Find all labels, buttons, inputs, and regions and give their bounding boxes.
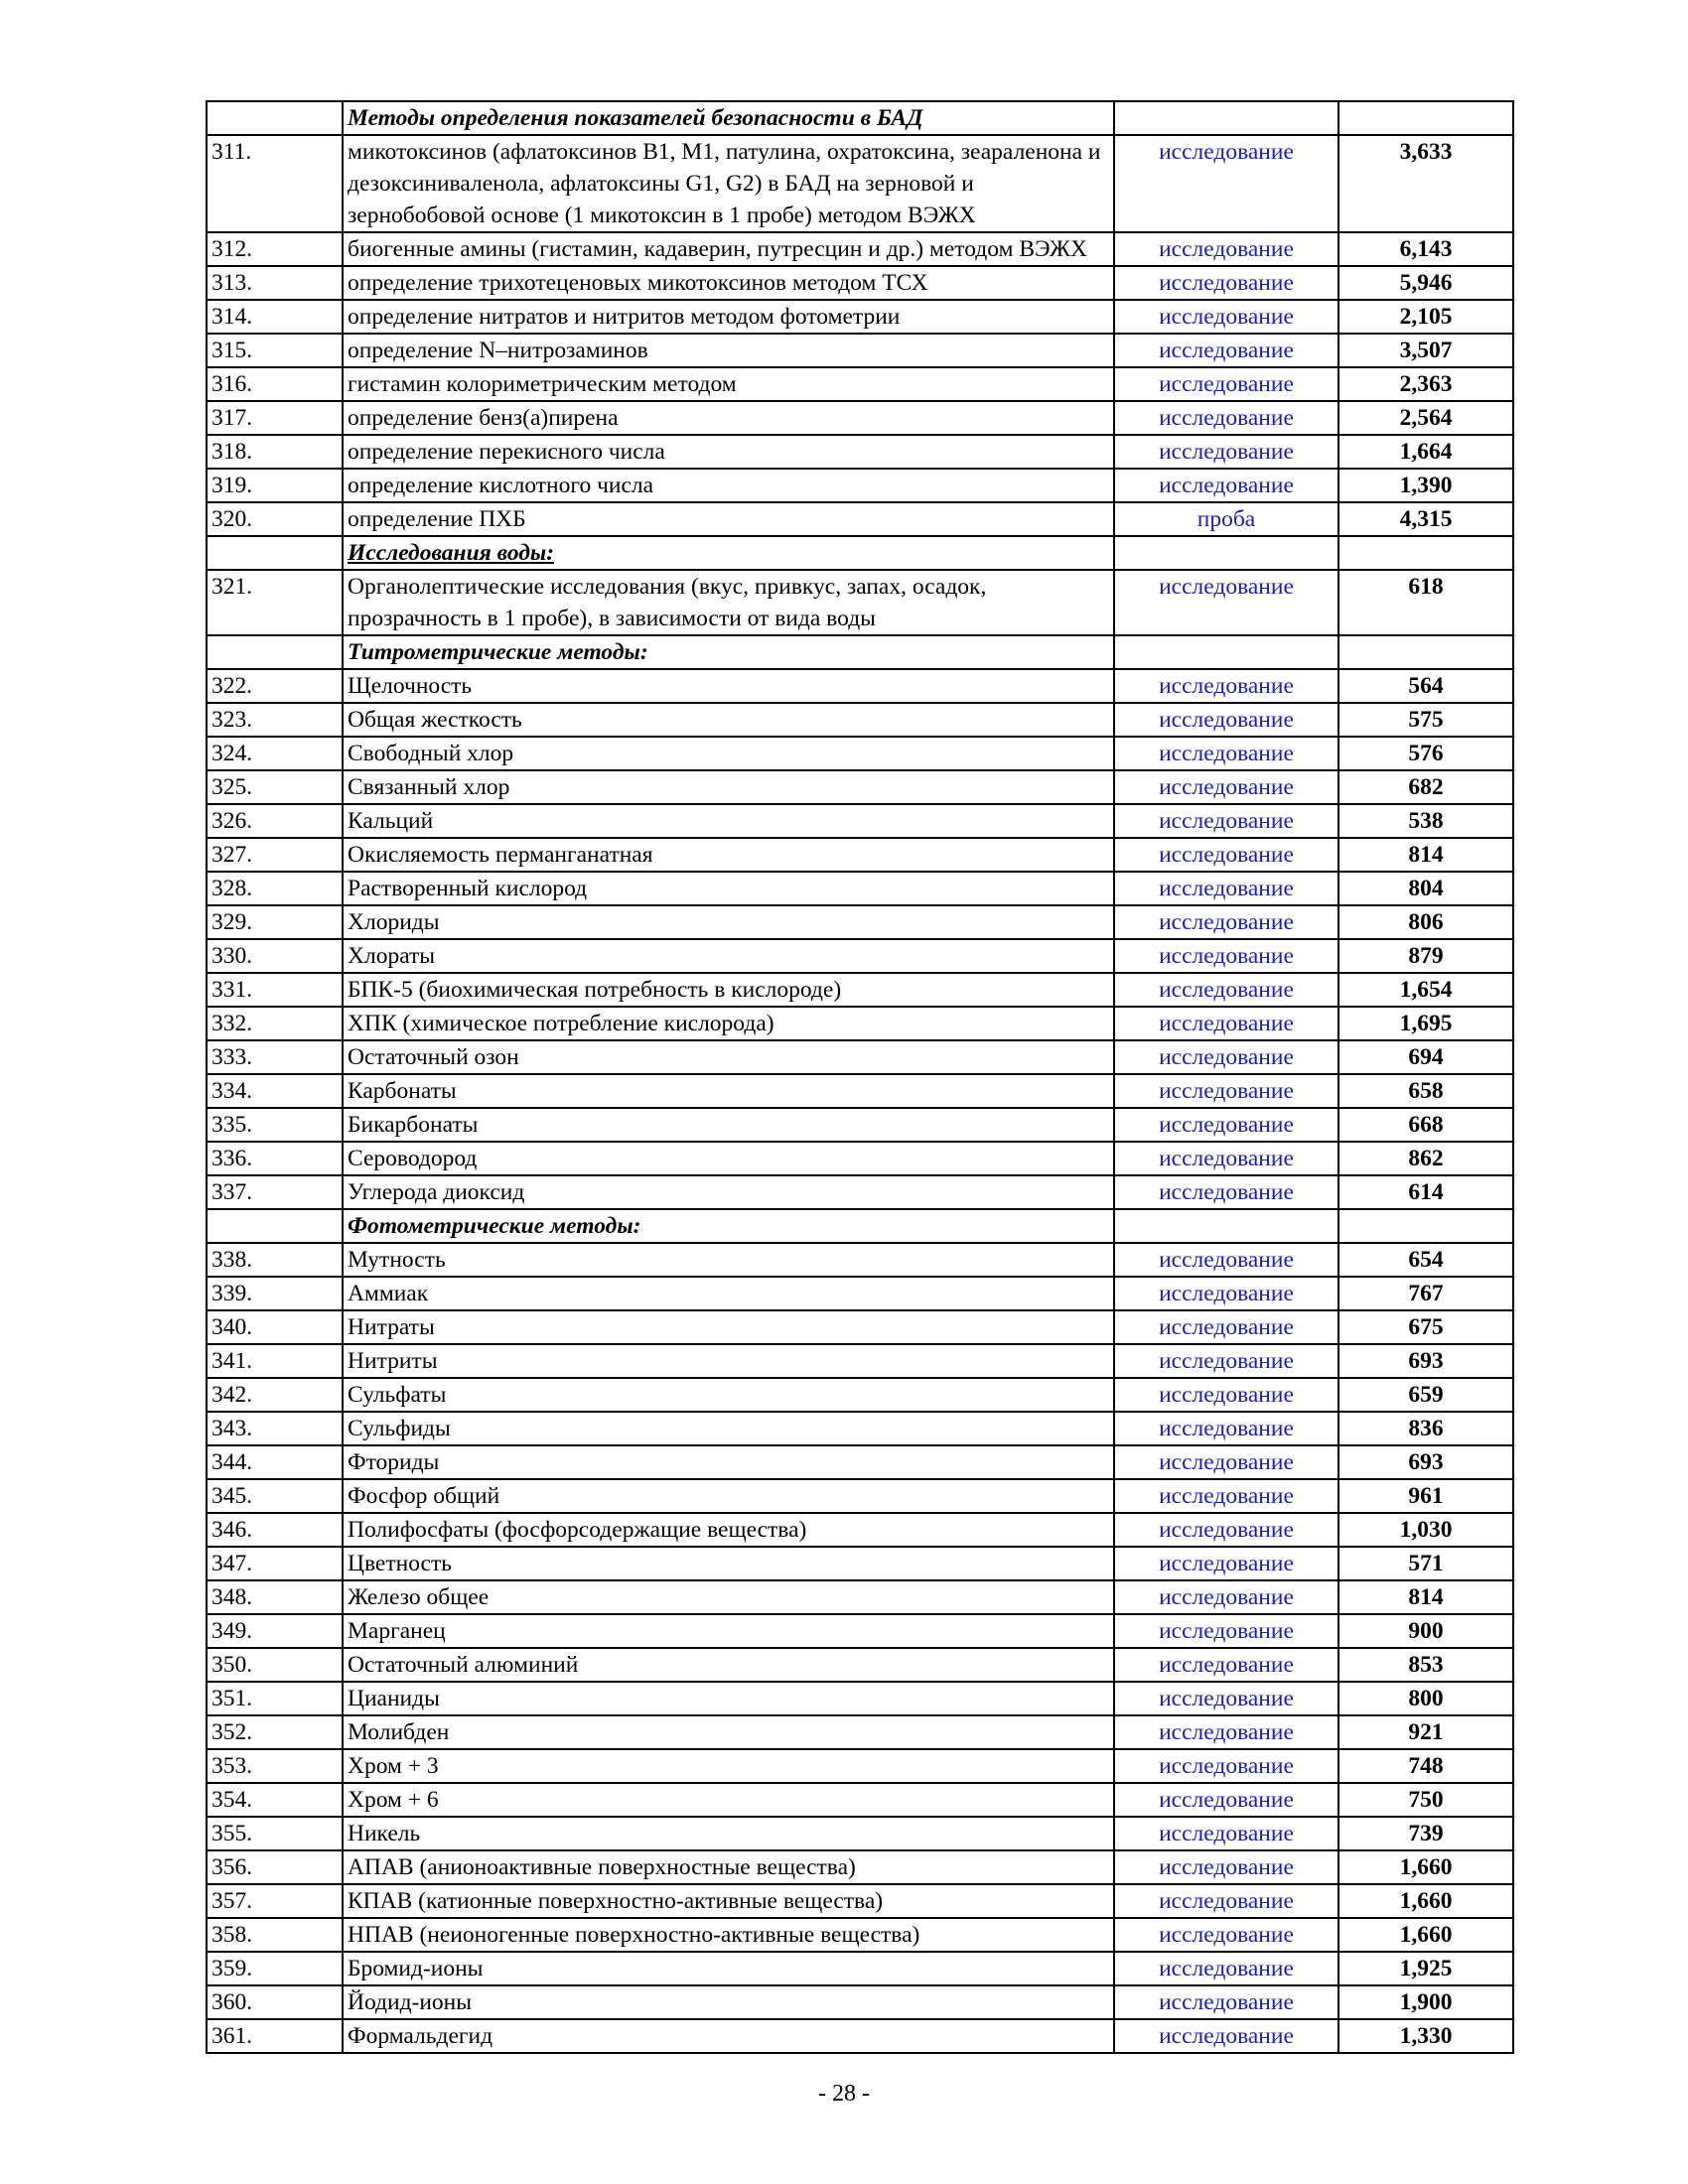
service-name: определение перекисного числа <box>343 435 1114 469</box>
service-name: Сероводород <box>343 1142 1114 1175</box>
service-name: Нитриты <box>343 1344 1114 1378</box>
table-row <box>207 1682 1513 1715</box>
unit-of-measure: исследование <box>1114 1310 1338 1344</box>
price-value: 614 <box>1338 1175 1513 1209</box>
table-row <box>207 770 1513 804</box>
unit-of-measure: проба <box>1114 502 1338 536</box>
row-number: 324. <box>207 737 343 770</box>
section-header-row <box>207 536 1513 570</box>
price-value: 806 <box>1338 905 1513 939</box>
service-name: Окисляемость перманганатная <box>343 838 1114 872</box>
section-header-row <box>207 101 1513 135</box>
service-name: Остаточный озон <box>343 1040 1114 1074</box>
unit-of-measure: исследование <box>1114 1682 1338 1715</box>
table-row <box>207 669 1513 703</box>
service-name: Общая жесткость <box>343 703 1114 737</box>
unit-of-measure: исследование <box>1114 804 1338 838</box>
service-name: Органолептические исследования (вкус, привкус, запах, осадок, прозрачность в 1 пробе), в зависимости от вида воды <box>343 570 1114 635</box>
price-value: 694 <box>1338 1040 1513 1074</box>
table-row <box>207 1310 1513 1344</box>
price-cell <box>1338 101 1513 135</box>
unit-of-measure: исследование <box>1114 770 1338 804</box>
service-name: Железо общее <box>343 1580 1114 1614</box>
row-number: 341. <box>207 1344 343 1378</box>
unit-of-measure: исследование <box>1114 1344 1338 1378</box>
unit-of-measure: исследование <box>1114 1007 1338 1040</box>
table-row <box>207 1007 1513 1040</box>
unit-of-measure: исследование <box>1114 135 1338 232</box>
price-value: 675 <box>1338 1310 1513 1344</box>
price-value: 1,654 <box>1338 973 1513 1007</box>
price-value: 961 <box>1338 1479 1513 1513</box>
table-row <box>207 939 1513 973</box>
service-name: Фториды <box>343 1445 1114 1479</box>
price-value: 668 <box>1338 1108 1513 1142</box>
price-value: 2,564 <box>1338 401 1513 435</box>
table-row <box>207 1783 1513 1817</box>
service-name: Бикарбонаты <box>343 1108 1114 1142</box>
table-row <box>207 1817 1513 1850</box>
price-value: 659 <box>1338 1378 1513 1412</box>
price-value: 575 <box>1338 703 1513 737</box>
price-value: 3,507 <box>1338 334 1513 367</box>
service-name: определение нитратов и нитритов методом фотометрии <box>343 300 1114 334</box>
row-number-cell <box>207 101 343 135</box>
price-value: 1,695 <box>1338 1007 1513 1040</box>
table-row <box>207 1412 1513 1445</box>
table-row <box>207 1108 1513 1142</box>
service-name: Кальций <box>343 804 1114 838</box>
service-name: Хром + 3 <box>343 1749 1114 1783</box>
price-value: 576 <box>1338 737 1513 770</box>
table-row <box>207 1715 1513 1749</box>
price-value: 814 <box>1338 838 1513 872</box>
unit-of-measure: исследование <box>1114 232 1338 266</box>
table-row <box>207 1749 1513 1783</box>
service-name: Хлораты <box>343 939 1114 973</box>
row-number: 353. <box>207 1749 343 1783</box>
row-number: 318. <box>207 435 343 469</box>
price-value: 618 <box>1338 570 1513 635</box>
unit-of-measure: исследование <box>1114 435 1338 469</box>
section-header-row <box>207 1209 1513 1243</box>
row-number: 312. <box>207 232 343 266</box>
service-name: Хром + 6 <box>343 1783 1114 1817</box>
price-value: 879 <box>1338 939 1513 973</box>
table-row <box>207 1344 1513 1378</box>
unit-of-measure: исследование <box>1114 1918 1338 1952</box>
row-number: 349. <box>207 1614 343 1648</box>
unit-of-measure: исследование <box>1114 367 1338 401</box>
service-name: гистамин колориметрическим методом <box>343 367 1114 401</box>
row-number: 316. <box>207 367 343 401</box>
row-number: 323. <box>207 703 343 737</box>
table-row <box>207 300 1513 334</box>
row-number: 313. <box>207 266 343 300</box>
row-number: 330. <box>207 939 343 973</box>
row-number: 348. <box>207 1580 343 1614</box>
price-value: 3,633 <box>1338 135 1513 232</box>
price-value: 658 <box>1338 1074 1513 1108</box>
table-row <box>207 1445 1513 1479</box>
service-name: Аммиак <box>343 1277 1114 1310</box>
unit-of-measure: исследование <box>1114 1412 1338 1445</box>
unit-cell <box>1114 101 1338 135</box>
price-value: 1,030 <box>1338 1513 1513 1547</box>
unit-of-measure: исследование <box>1114 1513 1338 1547</box>
row-number: 333. <box>207 1040 343 1074</box>
table-row <box>207 1850 1513 1884</box>
unit-of-measure: исследование <box>1114 1850 1338 1884</box>
table-row <box>207 502 1513 536</box>
table-row <box>207 905 1513 939</box>
unit-of-measure: исследование <box>1114 1142 1338 1175</box>
unit-of-measure: исследование <box>1114 669 1338 703</box>
table-row <box>207 2019 1513 2053</box>
table-row <box>207 737 1513 770</box>
unit-of-measure: исследование <box>1114 1040 1338 1074</box>
row-number-cell <box>207 635 343 669</box>
row-number: 352. <box>207 1715 343 1749</box>
row-number: 336. <box>207 1142 343 1175</box>
row-number: 347. <box>207 1547 343 1580</box>
service-name: определение трихотеценовых микотоксинов методом ТСХ <box>343 266 1114 300</box>
row-number: 358. <box>207 1918 343 1952</box>
row-number: 351. <box>207 1682 343 1715</box>
row-number: 332. <box>207 1007 343 1040</box>
price-value: 1,660 <box>1338 1850 1513 1884</box>
row-number: 357. <box>207 1884 343 1918</box>
price-value: 800 <box>1338 1682 1513 1715</box>
row-number: 319. <box>207 469 343 502</box>
service-name: определение ПХБ <box>343 502 1114 536</box>
service-name: Никель <box>343 1817 1114 1850</box>
row-number: 321. <box>207 570 343 635</box>
service-name: Остаточный алюминий <box>343 1648 1114 1682</box>
unit-of-measure: исследование <box>1114 1614 1338 1648</box>
price-value: 538 <box>1338 804 1513 838</box>
table-row <box>207 1074 1513 1108</box>
table-row <box>207 232 1513 266</box>
unit-of-measure: исследование <box>1114 1445 1338 1479</box>
row-number: 338. <box>207 1243 343 1277</box>
unit-of-measure: исследование <box>1114 973 1338 1007</box>
service-name: НПАВ (неионогенные поверхностно-активные вещества) <box>343 1918 1114 1952</box>
section-title <box>343 1209 1114 1243</box>
table-row <box>207 1479 1513 1513</box>
table-row <box>207 1040 1513 1074</box>
price-value: 2,363 <box>1338 367 1513 401</box>
unit-of-measure: исследование <box>1114 1749 1338 1783</box>
page-number: - 28 - <box>818 2081 870 2107</box>
section-title <box>343 635 1114 669</box>
table-row <box>207 469 1513 502</box>
price-cell <box>1338 635 1513 669</box>
table-row <box>207 135 1513 232</box>
unit-cell <box>1114 635 1338 669</box>
price-table <box>206 100 1514 2054</box>
row-number: 314. <box>207 300 343 334</box>
service-name: Мутность <box>343 1243 1114 1277</box>
service-name: Нитраты <box>343 1310 1114 1344</box>
row-number: 335. <box>207 1108 343 1142</box>
table-row <box>207 1884 1513 1918</box>
service-name: Щелочность <box>343 669 1114 703</box>
price-value: 6,143 <box>1338 232 1513 266</box>
service-name: Цианиды <box>343 1682 1114 1715</box>
service-name: микотоксинов (афлатоксинов В1, М1, патулина, охратоксина, зеараленона и дезоксиниваленола, афлатоксины G1, G2) в БАД на зерновой и зернобобовой основе (1 микотоксин в 1 пробе) методом ВЭЖХ <box>343 135 1114 232</box>
price-value: 564 <box>1338 669 1513 703</box>
service-name: Сульфаты <box>343 1378 1114 1412</box>
service-name: БПК-5 (биохимическая потребность в кислороде) <box>343 973 1114 1007</box>
unit-of-measure: исследование <box>1114 401 1338 435</box>
unit-of-measure: исследование <box>1114 1817 1338 1850</box>
table-row <box>207 1580 1513 1614</box>
row-number: 354. <box>207 1783 343 1817</box>
unit-of-measure: исследование <box>1114 1783 1338 1817</box>
unit-of-measure: исследование <box>1114 1175 1338 1209</box>
unit-of-measure: исследование <box>1114 1243 1338 1277</box>
row-number: 343. <box>207 1412 343 1445</box>
price-value: 1,390 <box>1338 469 1513 502</box>
unit-of-measure: исследование <box>1114 469 1338 502</box>
row-number: 337. <box>207 1175 343 1209</box>
unit-cell <box>1114 536 1338 570</box>
row-number: 356. <box>207 1850 343 1884</box>
table-row <box>207 1513 1513 1547</box>
price-value: 1,330 <box>1338 2019 1513 2053</box>
unit-of-measure: исследование <box>1114 1580 1338 1614</box>
price-value: 921 <box>1338 1715 1513 1749</box>
unit-of-measure: исследование <box>1114 1277 1338 1310</box>
unit-of-measure: исследование <box>1114 703 1338 737</box>
unit-of-measure: исследование <box>1114 737 1338 770</box>
price-value: 739 <box>1338 1817 1513 1850</box>
row-number: 340. <box>207 1310 343 1344</box>
service-name: Хлориды <box>343 905 1114 939</box>
unit-of-measure: исследование <box>1114 1479 1338 1513</box>
unit-of-measure: исследование <box>1114 872 1338 905</box>
service-name: Бромид-ионы <box>343 1952 1114 1985</box>
row-number-cell <box>207 536 343 570</box>
price-value: 1,664 <box>1338 435 1513 469</box>
section-title-text: Титрометрические методы: <box>348 639 648 665</box>
table-row <box>207 1175 1513 1209</box>
row-number: 317. <box>207 401 343 435</box>
service-name: Углерода диоксид <box>343 1175 1114 1209</box>
service-name: КПАВ (катионные поверхностно-активные вещества) <box>343 1884 1114 1918</box>
unit-of-measure: исследование <box>1114 1884 1338 1918</box>
table-row <box>207 872 1513 905</box>
unit-of-measure: исследование <box>1114 1378 1338 1412</box>
row-number: 327. <box>207 838 343 872</box>
table-row <box>207 435 1513 469</box>
service-name: Полифосфаты (фосфорсодержащие вещества) <box>343 1513 1114 1547</box>
price-value: 1,660 <box>1338 1918 1513 1952</box>
price-value: 853 <box>1338 1648 1513 1682</box>
service-name: определение кислотного числа <box>343 469 1114 502</box>
unit-of-measure: исследование <box>1114 905 1338 939</box>
table-row <box>207 838 1513 872</box>
row-number: 329. <box>207 905 343 939</box>
unit-of-measure: исследование <box>1114 838 1338 872</box>
table-row <box>207 1547 1513 1580</box>
price-value: 693 <box>1338 1445 1513 1479</box>
row-number: 361. <box>207 2019 343 2053</box>
unit-of-measure: исследование <box>1114 2019 1338 2053</box>
price-value: 2,105 <box>1338 300 1513 334</box>
unit-of-measure: исследование <box>1114 1952 1338 1985</box>
row-number: 360. <box>207 1985 343 2019</box>
unit-of-measure: исследование <box>1114 1108 1338 1142</box>
row-number: 334. <box>207 1074 343 1108</box>
service-name: ХПК (химическое потребление кислорода) <box>343 1007 1114 1040</box>
price-value: 682 <box>1338 770 1513 804</box>
price-value: 750 <box>1338 1783 1513 1817</box>
service-name: Сульфиды <box>343 1412 1114 1445</box>
price-value: 767 <box>1338 1277 1513 1310</box>
row-number-cell <box>207 1209 343 1243</box>
service-name: определение N–нитрозаминов <box>343 334 1114 367</box>
table-row <box>207 1985 1513 2019</box>
unit-of-measure: исследование <box>1114 939 1338 973</box>
price-value: 693 <box>1338 1344 1513 1378</box>
row-number: 320. <box>207 502 343 536</box>
service-name: Свободный хлор <box>343 737 1114 770</box>
price-value: 1,925 <box>1338 1952 1513 1985</box>
price-value: 654 <box>1338 1243 1513 1277</box>
row-number: 328. <box>207 872 343 905</box>
table-row <box>207 367 1513 401</box>
price-value: 748 <box>1338 1749 1513 1783</box>
unit-of-measure: исследование <box>1114 570 1338 635</box>
price-value: 5,946 <box>1338 266 1513 300</box>
row-number: 346. <box>207 1513 343 1547</box>
row-number: 326. <box>207 804 343 838</box>
section-header-row <box>207 635 1513 669</box>
service-name: Цветность <box>343 1547 1114 1580</box>
table-row <box>207 1614 1513 1648</box>
row-number: 350. <box>207 1648 343 1682</box>
table-row <box>207 570 1513 635</box>
service-name: Формальдегид <box>343 2019 1114 2053</box>
service-name: АПАВ (анионоактивные поверхностные вещества) <box>343 1850 1114 1884</box>
unit-of-measure: исследование <box>1114 1985 1338 2019</box>
service-name: определение бенз(а)пирена <box>343 401 1114 435</box>
row-number: 311. <box>207 135 343 232</box>
unit-of-measure: исследование <box>1114 300 1338 334</box>
table-row <box>207 1243 1513 1277</box>
service-name: Фосфор общий <box>343 1479 1114 1513</box>
unit-of-measure: исследование <box>1114 1715 1338 1749</box>
table-row <box>207 334 1513 367</box>
table-row <box>207 1378 1513 1412</box>
section-title-text: Исследования воды: <box>348 540 555 566</box>
row-number: 331. <box>207 973 343 1007</box>
service-name: биогенные амины (гистамин, кадаверин, путресцин и др.) методом ВЭЖХ <box>343 232 1114 266</box>
price-cell <box>1338 1209 1513 1243</box>
price-value: 571 <box>1338 1547 1513 1580</box>
price-value: 814 <box>1338 1580 1513 1614</box>
table-row <box>207 973 1513 1007</box>
service-name: Молибден <box>343 1715 1114 1749</box>
price-cell <box>1338 536 1513 570</box>
price-value: 4,315 <box>1338 502 1513 536</box>
table-row <box>207 1277 1513 1310</box>
section-title <box>343 536 1114 570</box>
service-name: Карбонаты <box>343 1074 1114 1108</box>
table-row <box>207 804 1513 838</box>
section-title-text: Фотометрические методы: <box>348 1213 641 1239</box>
row-number: 342. <box>207 1378 343 1412</box>
row-number: 355. <box>207 1817 343 1850</box>
unit-of-measure: исследование <box>1114 1547 1338 1580</box>
table-row <box>207 703 1513 737</box>
price-value: 862 <box>1338 1142 1513 1175</box>
row-number: 315. <box>207 334 343 367</box>
row-number: 359. <box>207 1952 343 1985</box>
service-name: Связанный хлор <box>343 770 1114 804</box>
section-title <box>343 101 1114 135</box>
row-number: 344. <box>207 1445 343 1479</box>
unit-of-measure: исследование <box>1114 1074 1338 1108</box>
row-number: 339. <box>207 1277 343 1310</box>
section-title-text: Методы определения показателей безопасности в БАД <box>348 105 923 131</box>
row-number: 345. <box>207 1479 343 1513</box>
price-value: 1,900 <box>1338 1985 1513 2019</box>
price-value: 836 <box>1338 1412 1513 1445</box>
table-row <box>207 401 1513 435</box>
unit-of-measure: исследование <box>1114 266 1338 300</box>
table-row <box>207 1918 1513 1952</box>
table-row <box>207 1648 1513 1682</box>
unit-cell <box>1114 1209 1338 1243</box>
table-row <box>207 1952 1513 1985</box>
price-value: 1,660 <box>1338 1884 1513 1918</box>
unit-of-measure: исследование <box>1114 334 1338 367</box>
price-value: 900 <box>1338 1614 1513 1648</box>
service-name: Марганец <box>343 1614 1114 1648</box>
table-row <box>207 266 1513 300</box>
row-number: 322. <box>207 669 343 703</box>
row-number: 325. <box>207 770 343 804</box>
service-name: Растворенный кислород <box>343 872 1114 905</box>
service-name: Йодид-ионы <box>343 1985 1114 2019</box>
unit-of-measure: исследование <box>1114 1648 1338 1682</box>
table-row <box>207 1142 1513 1175</box>
price-value: 804 <box>1338 872 1513 905</box>
table-body <box>207 101 1513 2053</box>
